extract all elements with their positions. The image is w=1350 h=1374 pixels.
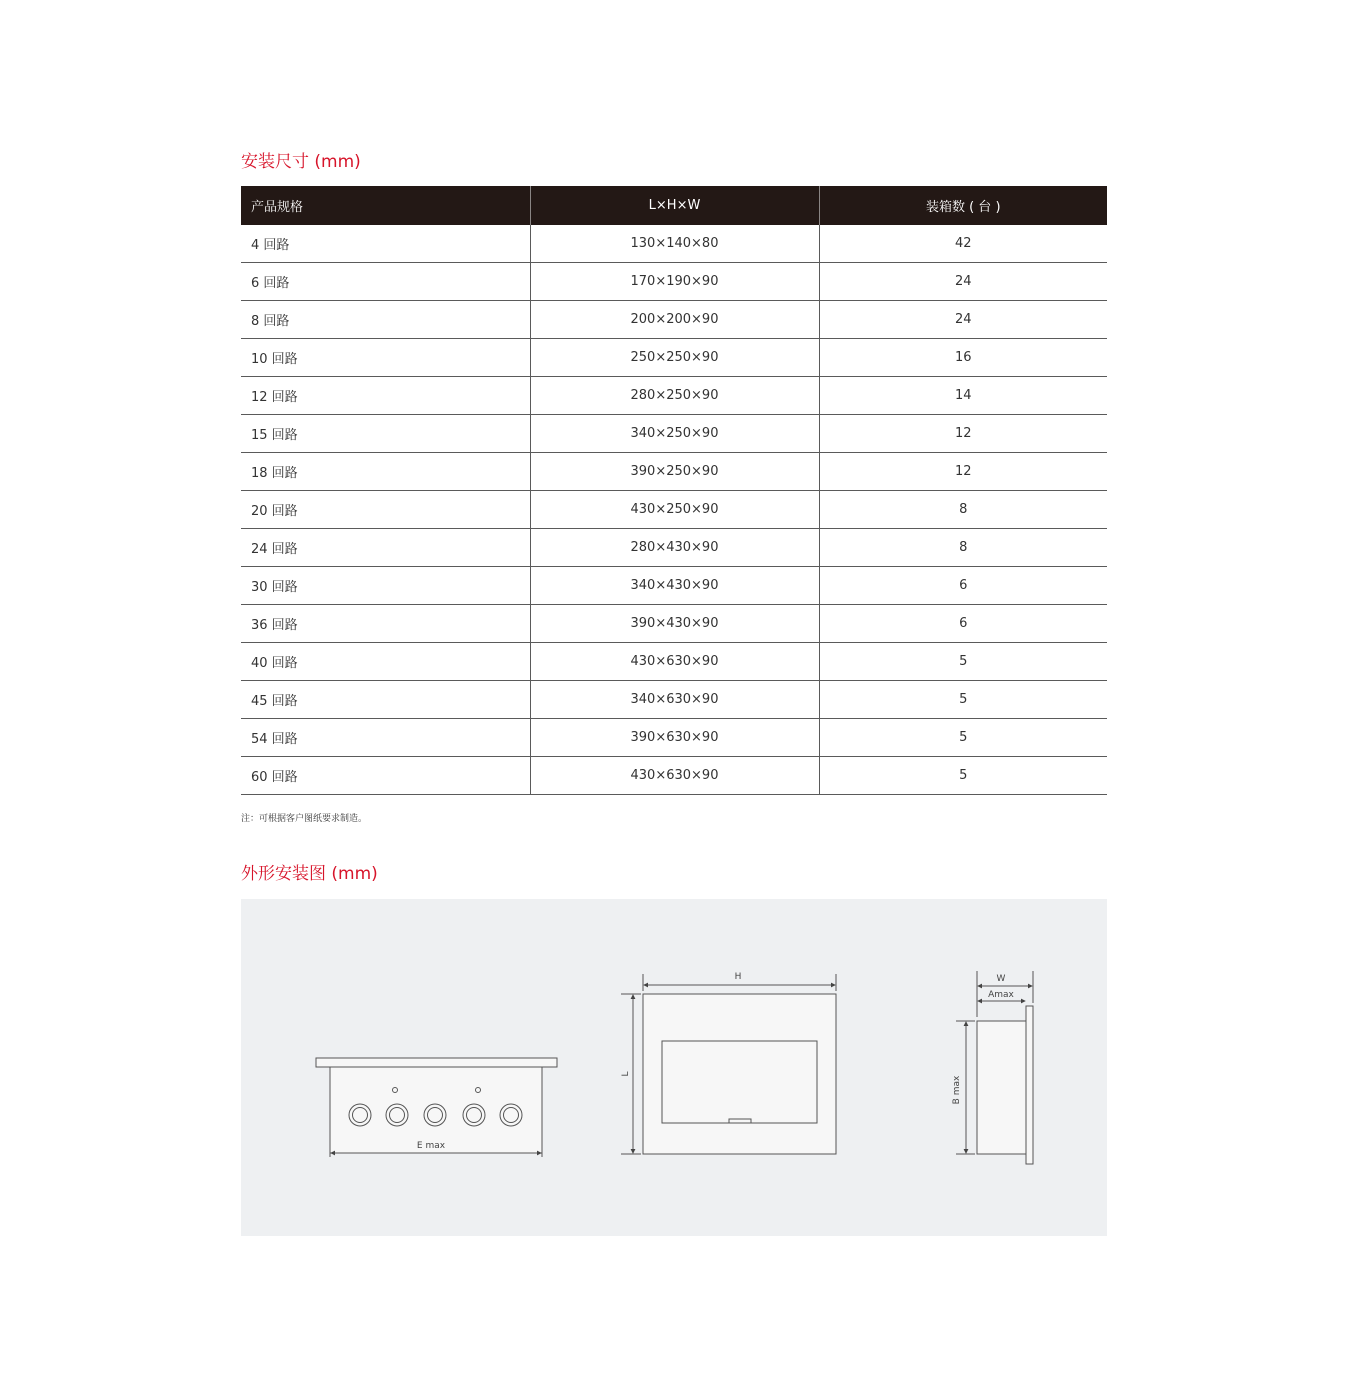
cell-spec: 15 回路 [241,415,530,453]
cell-qty: 5 [819,719,1107,757]
cell-qty: 14 [819,377,1107,415]
cell-qty: 42 [819,225,1107,263]
cell-size: 170×190×90 [530,263,819,301]
outline-drawing [241,899,1107,1236]
cell-size: 280×250×90 [530,377,819,415]
h-label: H [734,972,742,982]
cell-size: 430×630×90 [530,757,819,795]
cell-qty: 6 [819,567,1107,605]
cell-spec: 40 回路 [241,643,530,681]
table-row [241,263,1107,301]
cell-size: 390×250×90 [530,453,819,491]
cell-qty: 5 [819,757,1107,795]
emax-label: E max [416,1141,446,1151]
cell-spec: 54 回路 [241,719,530,757]
front-view [621,974,836,1154]
cell-size: 280×430×90 [530,529,819,567]
cell-spec: 10 回路 [241,339,530,377]
section-title-install-dimensions: 安装尺寸 (mm) [241,152,361,172]
table-row [241,377,1107,415]
table-row [241,567,1107,605]
cell-size: 340×430×90 [530,567,819,605]
table-row [241,643,1107,681]
amax-label: Amax [988,990,1014,1000]
cell-qty: 24 [819,263,1107,301]
table-row [241,529,1107,567]
header-qty: 装箱数 ( 台 ) [819,186,1107,225]
cell-spec: 36 回路 [241,605,530,643]
cell-spec: 4 回路 [241,225,530,263]
table-row [241,719,1107,757]
cell-spec: 24 回路 [241,529,530,567]
cell-qty: 16 [819,339,1107,377]
table-row [241,681,1107,719]
cell-size: 250×250×90 [530,339,819,377]
table-row [241,757,1107,795]
bmax-label: B max [952,1075,962,1105]
cell-qty: 8 [819,491,1107,529]
cell-size: 390×630×90 [530,719,819,757]
cell-spec: 45 回路 [241,681,530,719]
w-label: W [996,974,1006,984]
table-row [241,605,1107,643]
table-note: 注：可根据客户图纸要求制造。 [241,814,368,824]
section-title-outline-drawing: 外形安装图 (mm) [241,864,378,884]
cell-size: 430×250×90 [530,491,819,529]
cell-spec: 8 回路 [241,301,530,339]
cell-spec: 18 回路 [241,453,530,491]
dimensions-table [241,186,1107,795]
cell-qty: 5 [819,643,1107,681]
table-row [241,301,1107,339]
cell-spec: 20 回路 [241,491,530,529]
header-spec: 产品规格 [241,186,530,225]
cell-spec: 30 回路 [241,567,530,605]
table-row [241,453,1107,491]
cell-qty: 6 [819,605,1107,643]
cell-size: 340×250×90 [530,415,819,453]
cell-qty: 8 [819,529,1107,567]
cell-spec: 60 回路 [241,757,530,795]
cell-qty: 5 [819,681,1107,719]
cell-qty: 24 [819,301,1107,339]
cell-size: 390×430×90 [530,605,819,643]
outline-drawing-panel [241,899,1107,1236]
cell-size: 130×140×80 [530,225,819,263]
table-row [241,491,1107,529]
cell-size: 430×630×90 [530,643,819,681]
l-label: L [621,1071,631,1077]
cell-spec: 6 回路 [241,263,530,301]
header-size: L×H×W [530,186,819,225]
cell-spec: 12 回路 [241,377,530,415]
cell-size: 200×200×90 [530,301,819,339]
table-row [241,225,1107,263]
cell-qty: 12 [819,453,1107,491]
cell-size: 340×630×90 [530,681,819,719]
table-header-row [241,186,1107,225]
table-row [241,415,1107,453]
table-row [241,339,1107,377]
cell-qty: 12 [819,415,1107,453]
